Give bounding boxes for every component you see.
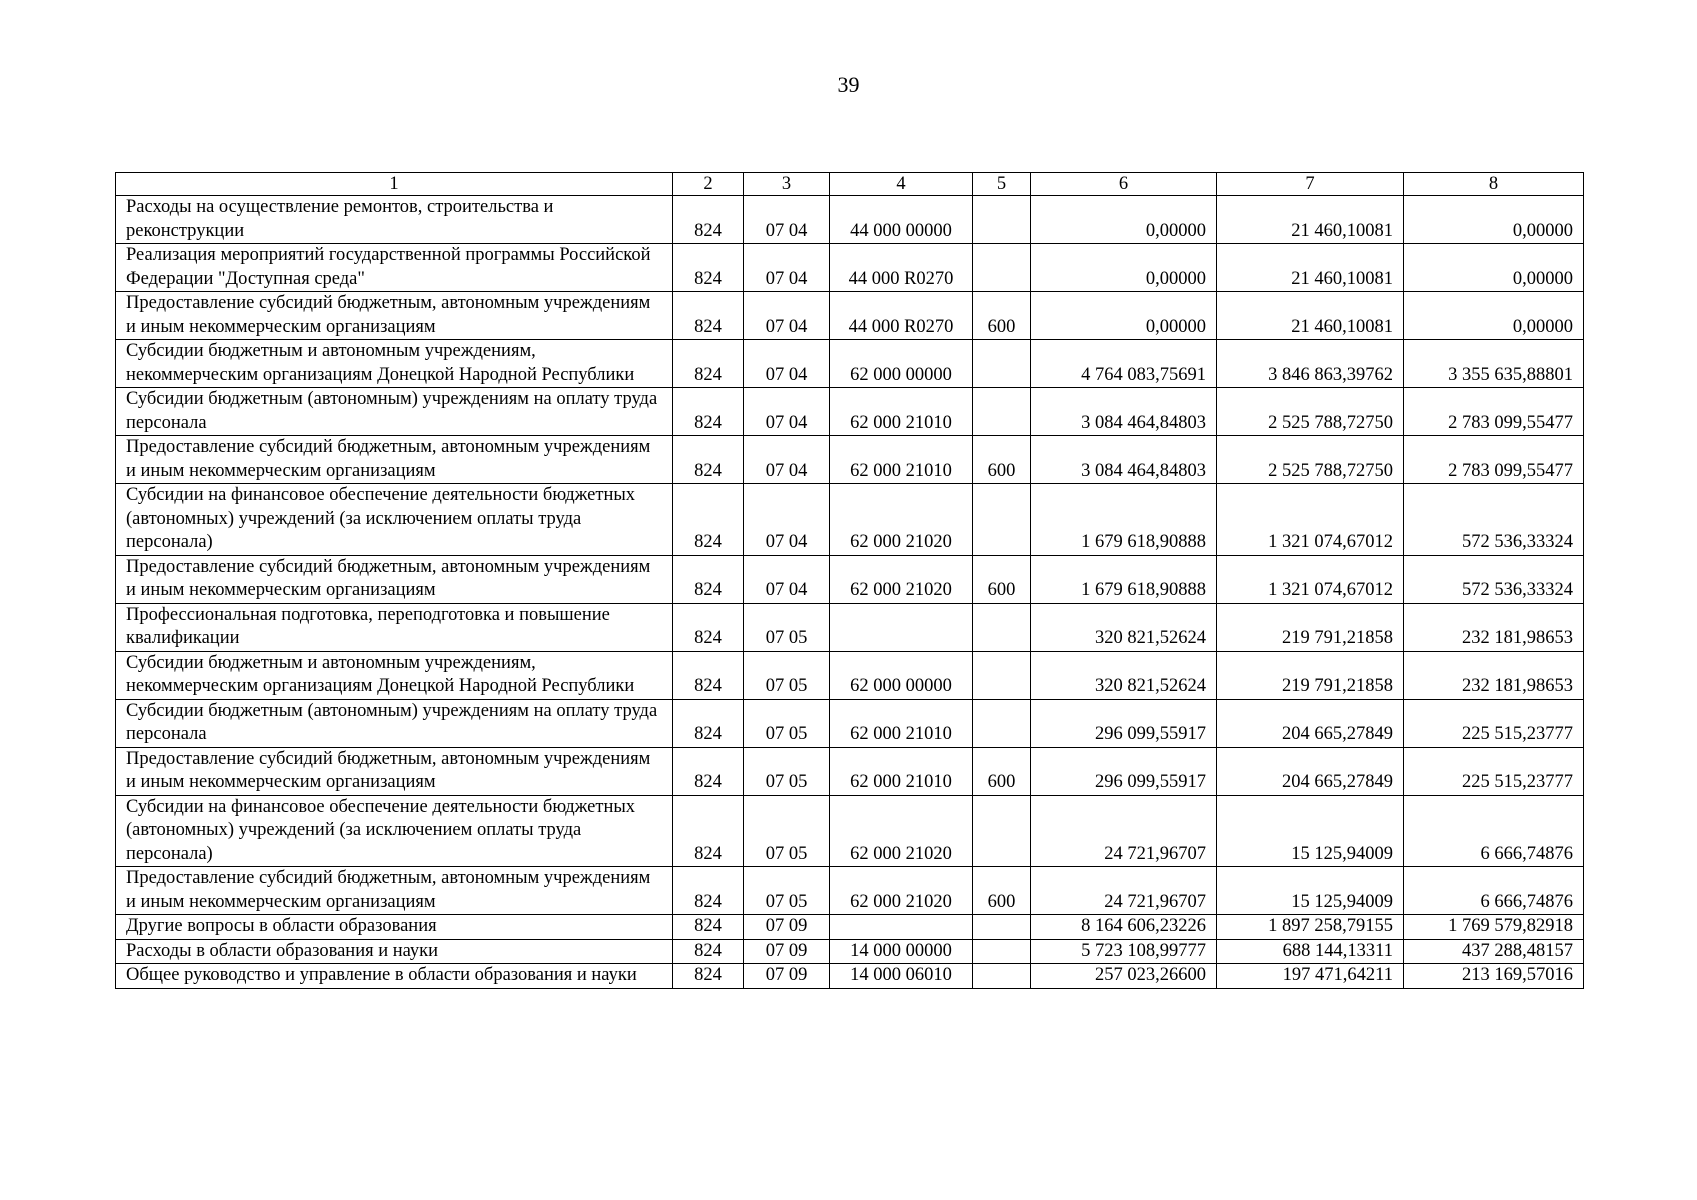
section-code: 07 04 (744, 292, 830, 340)
amount-col-7: 2 525 788,72750 (1217, 436, 1404, 484)
row-description: Предоставление субсидий бюджетным, автономным учреждениям и иным некоммерческим организациям (116, 867, 673, 915)
ministry-code: 824 (673, 867, 744, 915)
target-article-code (830, 915, 973, 940)
target-article-code: 44 000 00000 (830, 196, 973, 244)
amount-col-8: 225 515,23777 (1404, 747, 1584, 795)
table-row (116, 699, 1584, 747)
amount-col-8: 2 783 099,55477 (1404, 388, 1584, 436)
ministry-code: 824 (673, 196, 744, 244)
section-code: 07 04 (744, 388, 830, 436)
section-code: 07 05 (744, 747, 830, 795)
row-description: Субсидии на финансовое обеспечение деятельности бюджетных (автономных) учреждений (за исключением оплаты труда персонала) (116, 484, 673, 556)
table-row (116, 292, 1584, 340)
amount-col-8: 232 181,98653 (1404, 651, 1584, 699)
amount-col-6: 257 023,26600 (1031, 964, 1217, 989)
target-article-code: 62 000 21010 (830, 747, 973, 795)
column-header: 4 (830, 173, 973, 196)
ministry-code: 824 (673, 651, 744, 699)
ministry-code: 824 (673, 795, 744, 867)
target-article-code: 44 000 R0270 (830, 292, 973, 340)
target-article-code: 62 000 21010 (830, 436, 973, 484)
ministry-code: 824 (673, 484, 744, 556)
section-code: 07 04 (744, 340, 830, 388)
amount-col-8: 6 666,74876 (1404, 867, 1584, 915)
amount-col-7: 2 525 788,72750 (1217, 388, 1404, 436)
amount-col-7: 15 125,94009 (1217, 867, 1404, 915)
table-row (116, 867, 1584, 915)
target-article-code: 62 000 21010 (830, 388, 973, 436)
column-header: 1 (116, 173, 673, 196)
amount-col-7: 1 321 074,67012 (1217, 555, 1404, 603)
amount-col-7: 15 125,94009 (1217, 795, 1404, 867)
amount-col-7: 1 321 074,67012 (1217, 484, 1404, 556)
section-code: 07 09 (744, 939, 830, 964)
table-row (116, 196, 1584, 244)
target-article-code: 44 000 R0270 (830, 244, 973, 292)
expense-type-code: 600 (973, 436, 1031, 484)
table-row (116, 915, 1584, 940)
amount-col-6: 296 099,55917 (1031, 699, 1217, 747)
ministry-code: 824 (673, 436, 744, 484)
row-description: Субсидии бюджетным и автономным учреждениям, некоммерческим организациям Донецкой Народной Республики (116, 340, 673, 388)
column-header: 2 (673, 173, 744, 196)
row-description: Реализация мероприятий государственной программы Российской Федерации "Доступная среда" (116, 244, 673, 292)
column-header: 3 (744, 173, 830, 196)
amount-col-7: 219 791,21858 (1217, 651, 1404, 699)
budget-table (115, 172, 1584, 989)
table-row (116, 651, 1584, 699)
section-code: 07 04 (744, 555, 830, 603)
amount-col-6: 5 723 108,99777 (1031, 939, 1217, 964)
section-code: 07 04 (744, 484, 830, 556)
section-code: 07 04 (744, 436, 830, 484)
expense-type-code (973, 651, 1031, 699)
section-code: 07 04 (744, 244, 830, 292)
row-description: Расходы на осуществление ремонтов, строительства и реконструкции (116, 196, 673, 244)
table-row (116, 484, 1584, 556)
expense-type-code: 600 (973, 747, 1031, 795)
row-description: Субсидии бюджетным и автономным учреждениям, некоммерческим организациям Донецкой Народной Республики (116, 651, 673, 699)
amount-col-7: 219 791,21858 (1217, 603, 1404, 651)
row-description: Субсидии на финансовое обеспечение деятельности бюджетных (автономных) учреждений (за исключением оплаты труда персонала) (116, 795, 673, 867)
expense-type-code (973, 939, 1031, 964)
expense-type-code (973, 484, 1031, 556)
section-code: 07 05 (744, 651, 830, 699)
row-description: Предоставление субсидий бюджетным, автономным учреждениям и иным некоммерческим организациям (116, 747, 673, 795)
expense-type-code (973, 795, 1031, 867)
table-row (116, 964, 1584, 989)
target-article-code: 62 000 21020 (830, 867, 973, 915)
row-description: Общее руководство и управление в области образования и науки (116, 964, 673, 989)
expense-type-code: 600 (973, 867, 1031, 915)
target-article-code: 14 000 00000 (830, 939, 973, 964)
row-description: Субсидии бюджетным (автономным) учреждениям на оплату труда персонала (116, 699, 673, 747)
amount-col-6: 296 099,55917 (1031, 747, 1217, 795)
expense-type-code (973, 196, 1031, 244)
amount-col-7: 204 665,27849 (1217, 747, 1404, 795)
amount-col-8: 572 536,33324 (1404, 484, 1584, 556)
amount-col-6: 0,00000 (1031, 292, 1217, 340)
amount-col-8: 225 515,23777 (1404, 699, 1584, 747)
section-code: 07 09 (744, 964, 830, 989)
target-article-code: 62 000 21020 (830, 555, 973, 603)
row-description: Предоставление субсидий бюджетным, автономным учреждениям и иным некоммерческим организациям (116, 436, 673, 484)
amount-col-7: 21 460,10081 (1217, 244, 1404, 292)
table-row (116, 795, 1584, 867)
amount-col-7: 197 471,64211 (1217, 964, 1404, 989)
amount-col-6: 3 084 464,84803 (1031, 388, 1217, 436)
target-article-code: 62 000 21020 (830, 795, 973, 867)
table-row (116, 555, 1584, 603)
amount-col-8: 0,00000 (1404, 292, 1584, 340)
amount-col-6: 1 679 618,90888 (1031, 555, 1217, 603)
amount-col-6: 3 084 464,84803 (1031, 436, 1217, 484)
page-number: 39 (837, 72, 860, 97)
amount-col-6: 0,00000 (1031, 244, 1217, 292)
table-row (116, 747, 1584, 795)
ministry-code: 824 (673, 340, 744, 388)
row-description: Предоставление субсидий бюджетным, автономным учреждениям и иным некоммерческим организациям (116, 555, 673, 603)
table-row (116, 388, 1584, 436)
table-row (116, 436, 1584, 484)
ministry-code: 824 (673, 699, 744, 747)
column-header: 7 (1217, 173, 1404, 196)
amount-col-8: 2 783 099,55477 (1404, 436, 1584, 484)
expense-type-code (973, 244, 1031, 292)
amount-col-7: 21 460,10081 (1217, 292, 1404, 340)
section-code: 07 09 (744, 915, 830, 940)
expense-type-code (973, 603, 1031, 651)
column-header: 8 (1404, 173, 1584, 196)
amount-col-8: 6 666,74876 (1404, 795, 1584, 867)
ministry-code: 824 (673, 939, 744, 964)
table-row (116, 340, 1584, 388)
table-row (116, 939, 1584, 964)
section-code: 07 05 (744, 699, 830, 747)
column-header: 5 (973, 173, 1031, 196)
amount-col-8: 572 536,33324 (1404, 555, 1584, 603)
amount-col-8: 232 181,98653 (1404, 603, 1584, 651)
ministry-code: 824 (673, 388, 744, 436)
row-description: Предоставление субсидий бюджетным, автономным учреждениям и иным некоммерческим организациям (116, 292, 673, 340)
ministry-code: 824 (673, 747, 744, 795)
expense-type-code (973, 964, 1031, 989)
row-description: Расходы в области образования и науки (116, 939, 673, 964)
expense-type-code (973, 915, 1031, 940)
expense-type-code: 600 (973, 555, 1031, 603)
target-article-code: 62 000 21020 (830, 484, 973, 556)
amount-col-7: 21 460,10081 (1217, 196, 1404, 244)
column-number-row (116, 173, 1584, 196)
section-code: 07 04 (744, 196, 830, 244)
ministry-code: 824 (673, 915, 744, 940)
amount-col-8: 0,00000 (1404, 244, 1584, 292)
amount-col-8: 0,00000 (1404, 196, 1584, 244)
section-code: 07 05 (744, 867, 830, 915)
expense-type-code (973, 340, 1031, 388)
amount-col-7: 204 665,27849 (1217, 699, 1404, 747)
ministry-code: 824 (673, 292, 744, 340)
amount-col-6: 1 679 618,90888 (1031, 484, 1217, 556)
amount-col-6: 24 721,96707 (1031, 795, 1217, 867)
column-header: 6 (1031, 173, 1217, 196)
target-article-code: 62 000 21010 (830, 699, 973, 747)
section-code: 07 05 (744, 795, 830, 867)
amount-col-8: 3 355 635,88801 (1404, 340, 1584, 388)
target-article-code: 62 000 00000 (830, 340, 973, 388)
amount-col-8: 1 769 579,82918 (1404, 915, 1584, 940)
amount-col-6: 4 764 083,75691 (1031, 340, 1217, 388)
amount-col-6: 0,00000 (1031, 196, 1217, 244)
target-article-code: 14 000 06010 (830, 964, 973, 989)
ministry-code: 824 (673, 603, 744, 651)
amount-col-6: 8 164 606,23226 (1031, 915, 1217, 940)
target-article-code (830, 603, 973, 651)
table-row (116, 603, 1584, 651)
expense-type-code: 600 (973, 292, 1031, 340)
target-article-code: 62 000 00000 (830, 651, 973, 699)
amount-col-6: 24 721,96707 (1031, 867, 1217, 915)
amount-col-6: 320 821,52624 (1031, 603, 1217, 651)
ministry-code: 824 (673, 555, 744, 603)
section-code: 07 05 (744, 603, 830, 651)
row-description: Другие вопросы в области образования (116, 915, 673, 940)
row-description: Субсидии бюджетным (автономным) учреждениям на оплату труда персонала (116, 388, 673, 436)
expense-type-code (973, 388, 1031, 436)
amount-col-7: 1 897 258,79155 (1217, 915, 1404, 940)
amount-col-8: 213 169,57016 (1404, 964, 1584, 989)
expense-type-code (973, 699, 1031, 747)
amount-col-7: 3 846 863,39762 (1217, 340, 1404, 388)
ministry-code: 824 (673, 964, 744, 989)
amount-col-6: 320 821,52624 (1031, 651, 1217, 699)
table-row (116, 244, 1584, 292)
ministry-code: 824 (673, 244, 744, 292)
amount-col-8: 437 288,48157 (1404, 939, 1584, 964)
row-description: Профессиональная подготовка, переподготовка и повышение квалификации (116, 603, 673, 651)
amount-col-7: 688 144,13311 (1217, 939, 1404, 964)
